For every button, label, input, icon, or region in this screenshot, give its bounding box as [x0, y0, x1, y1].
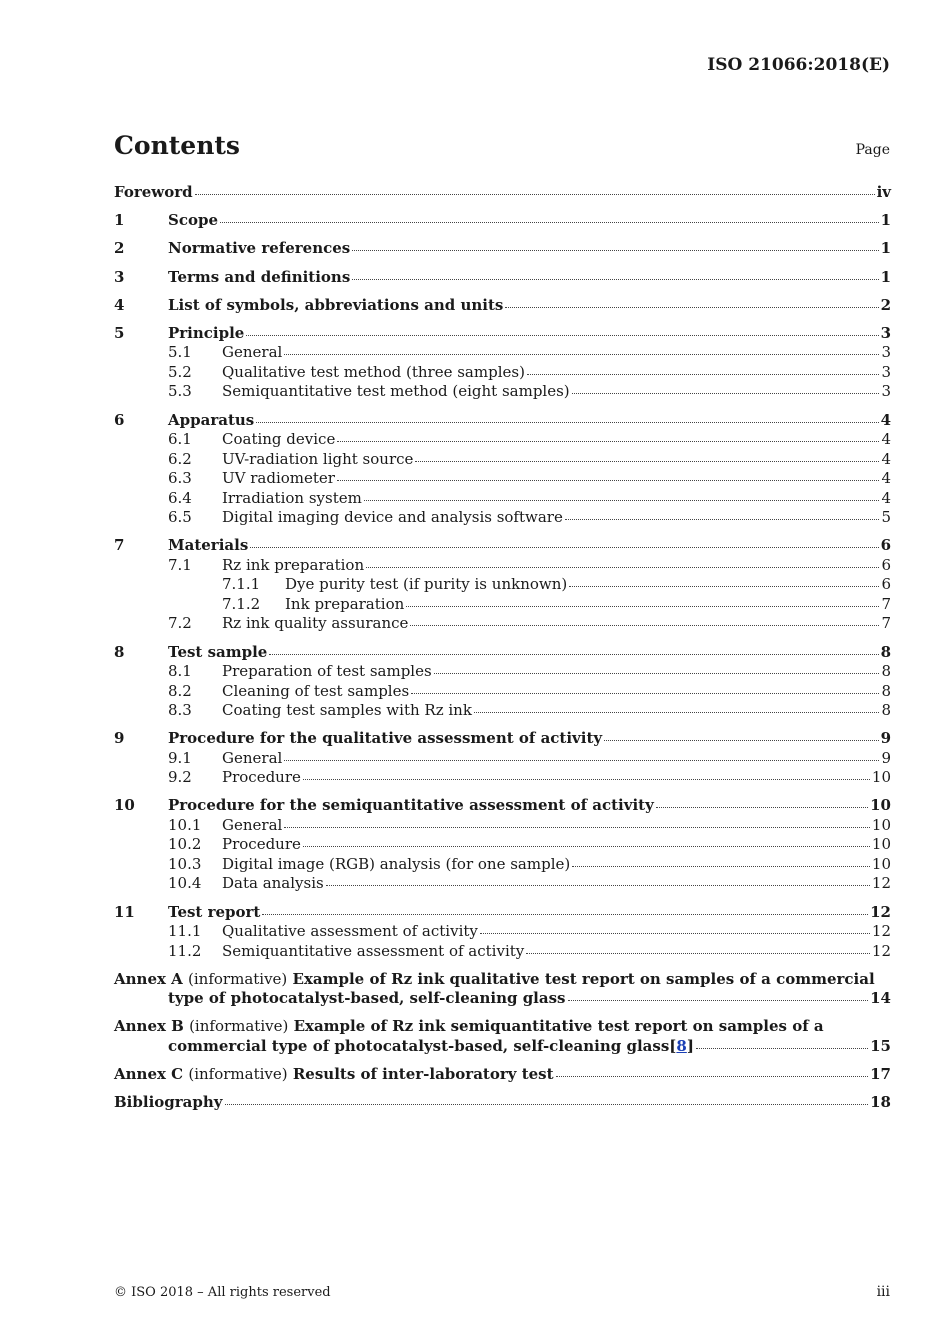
toc-entry-number: 5.1 [168, 343, 192, 362]
dot-leader [364, 499, 880, 501]
toc-entry[interactable] [114, 382, 891, 402]
dot-leader [256, 421, 878, 423]
annex-b-title-line2: commercial type of photocatalyst-based, self-cleaning glass [168, 1036, 670, 1055]
toc-entry-title: Procedure [222, 835, 301, 854]
dot-leader [284, 353, 879, 355]
annex-c-title: Results of inter-laboratory test [292, 1065, 554, 1084]
toc-entry[interactable] [114, 682, 891, 702]
annex-a-kind: (informative) [188, 969, 288, 988]
dot-leader [262, 913, 868, 915]
toc-entry-number: 8 [114, 642, 125, 661]
toc-entry[interactable] [114, 239, 891, 259]
toc-entry-number: 10 [114, 796, 135, 815]
toc-entry-number: 10.1 [168, 815, 202, 834]
toc-entry-number: 8.3 [168, 701, 192, 719]
toc-entry-page: 10 [871, 768, 891, 787]
toc-entry[interactable] [114, 411, 891, 431]
toc-entry[interactable] [114, 556, 891, 576]
toc-entry[interactable] [114, 536, 891, 556]
toc-entry-number: 11.1 [168, 922, 202, 941]
toc-entry-title: Digital imaging device and analysis software [222, 508, 563, 527]
toc-entry-page: 1 [880, 239, 891, 258]
annex-a-page: 14 [870, 989, 891, 1008]
page-column-label: Page [855, 142, 890, 158]
dot-leader [410, 624, 879, 626]
toc-entry[interactable] [114, 643, 891, 663]
toc-entry-title: Dye purity test (if purity is unknown) [285, 575, 568, 594]
dot-leader [572, 865, 870, 867]
footer-copyright: © ISO 2018 – All rights reserved [114, 1285, 331, 1300]
annex-b-title-line1: Example of Rz ink semiquantitative test report on samples of a [293, 1017, 824, 1036]
toc-entry-page: 4 [881, 430, 891, 449]
dot-leader [415, 460, 879, 462]
toc-entry-number: 7.1.1 [222, 575, 261, 594]
toc-entry-page: 9 [880, 729, 891, 748]
toc-entry-page: 1 [880, 267, 891, 286]
dot-leader [505, 306, 878, 308]
toc-entry-page: 8 [881, 681, 891, 700]
toc-entry-page: 1 [880, 211, 891, 230]
toc-entry-page: 3 [881, 362, 891, 381]
dot-leader [696, 1047, 868, 1049]
toc-entry-number: 1 [114, 211, 125, 230]
annex-a-title-line1: Example of Rz ink qualitative test report on samples of a commercial [292, 969, 875, 988]
toc-entry-number: 10.3 [168, 854, 202, 873]
dot-leader [604, 739, 878, 741]
toc-entry-title: Principle [168, 323, 245, 342]
toc-entry-number: 7.2 [168, 614, 192, 633]
toc-entry[interactable] [114, 268, 891, 288]
toc-entry-number: 3 [114, 267, 125, 286]
toc-entry-number: 10.4 [168, 874, 202, 893]
toc-entry[interactable] [114, 211, 891, 231]
toc-entry-title: Preparation of test samples [222, 662, 432, 680]
toc-entry[interactable] [114, 595, 891, 615]
toc-entry-number: 7.1 [168, 555, 192, 574]
toc-entry-number: 2 [114, 239, 125, 258]
toc-entry-title: Qualitative test method (three samples) [222, 362, 525, 381]
dot-leader [565, 518, 880, 520]
annex-b-page: 15 [870, 1036, 891, 1055]
toc-entry-number: 11 [114, 902, 135, 921]
toc-entry-title: Normative references [168, 239, 351, 258]
toc-entry[interactable] [114, 489, 891, 509]
toc-entry-title: Digital image (RGB) analysis (for one sample) [222, 854, 571, 873]
toc-entry-number: 6 [114, 410, 125, 429]
toc-entry[interactable] [114, 183, 891, 203]
dot-leader [220, 221, 879, 223]
toc-entry-page: 9 [881, 748, 891, 767]
dot-leader [284, 826, 870, 828]
toc-entry-number: 6.4 [168, 488, 192, 507]
annex-a-label: Annex A [114, 969, 183, 988]
toc-entry-number: 10.2 [168, 835, 202, 854]
toc-entry-title: Rz ink preparation [222, 555, 365, 574]
toc-entry-number: 9.1 [168, 748, 192, 767]
dot-leader [352, 278, 878, 280]
toc-entry-page: 4 [881, 488, 891, 507]
toc-entry-title: Qualitative assessment of activity [222, 922, 478, 941]
toc-entry-number: 9.2 [168, 768, 192, 787]
toc-entry-title: Procedure [222, 768, 301, 787]
ref-bracket-open: [ [669, 1036, 677, 1055]
toc-entry-number: 4 [114, 295, 125, 314]
toc-entry-page: 4 [881, 449, 891, 468]
toc-entry-number: 5.2 [168, 362, 192, 381]
toc-entry[interactable] [114, 749, 891, 769]
toc-entry-title: Procedure for the semiquantitative assessment of activity [168, 796, 654, 815]
toc-entry-title: List of symbols, abbreviations and units [168, 295, 504, 314]
toc-entry[interactable] [114, 922, 891, 942]
dot-leader [406, 605, 879, 607]
toc-entry-page: 4 [881, 469, 891, 488]
toc-entry[interactable] [114, 903, 891, 923]
toc-entry-title: Data analysis [222, 874, 324, 893]
toc-entry-title: Apparatus [168, 410, 255, 429]
toc-entry-page: 12 [871, 941, 891, 960]
dot-leader [434, 672, 880, 674]
toc-entry-number: 8.2 [168, 681, 192, 700]
toc-entry[interactable] [114, 796, 891, 816]
toc-entry[interactable] [114, 729, 891, 749]
annex-c-label: Annex C [114, 1065, 184, 1084]
toc-entry-title: Semiquantitative test method (eight samples) [222, 382, 570, 401]
toc-entry-number: 11.2 [168, 941, 202, 960]
toc-entry[interactable] [114, 942, 891, 962]
dot-leader [195, 193, 875, 195]
toc-entry-page: 6 [881, 575, 891, 594]
annex-b-kind: (informative) [189, 1017, 289, 1036]
toc-entry-number: 9 [114, 729, 125, 748]
toc-entry-page: 8 [881, 662, 891, 680]
toc-entry-title: Materials [168, 536, 249, 555]
dot-leader [246, 334, 878, 336]
dot-leader [366, 566, 879, 568]
toc-entry-number: 6.3 [168, 469, 192, 488]
toc-entry[interactable] [114, 450, 891, 470]
toc-entry-annex-b[interactable] [114, 1017, 891, 1056]
toc-entry-annex-c[interactable] [114, 1065, 891, 1085]
toc-entry-page: 3 [881, 382, 891, 401]
toc-entry-title: Rz ink quality assurance [222, 614, 409, 633]
bibliography-page: 18 [870, 1093, 891, 1112]
toc-entry[interactable] [114, 324, 891, 344]
toc-entry-page: 8 [880, 642, 891, 661]
bibliography-title: Bibliography [114, 1093, 223, 1112]
toc-entry-title: UV-radiation light source [222, 449, 414, 468]
toc-entry[interactable] [114, 701, 891, 721]
toc-entry-page: 2 [880, 295, 891, 314]
toc-entry-bibliography[interactable] [114, 1093, 891, 1113]
toc-entry[interactable] [114, 469, 891, 489]
dot-leader [303, 845, 870, 847]
toc-entry-title: UV radiometer [222, 469, 335, 488]
toc-entry-page: 6 [880, 536, 891, 555]
toc-entry-title: Semiquantitative assessment of activity [222, 941, 525, 960]
dot-leader [337, 479, 879, 481]
dot-leader [569, 585, 879, 587]
toc-entry-page: 12 [871, 922, 891, 941]
toc-entry[interactable] [114, 296, 891, 316]
contents-heading: Contents [114, 131, 241, 160]
toc-entry-page: 3 [881, 343, 891, 362]
annex-a-title-line2: type of photocatalyst-based, self-cleaning glass [168, 989, 566, 1008]
toc-entry-title: Procedure for the qualitative assessment of activity [168, 729, 603, 748]
dot-leader [556, 1075, 869, 1077]
toc-entry-title: Irradiation system [222, 488, 362, 507]
toc-entry[interactable] [114, 614, 891, 634]
toc-entry-page: 8 [881, 701, 891, 719]
toc-entry-number: 5 [114, 323, 125, 342]
dot-leader [337, 440, 879, 442]
toc-entry[interactable] [114, 855, 891, 875]
dot-leader [303, 778, 870, 780]
toc-entry-title: Coating test samples with Rz ink [222, 701, 472, 719]
toc-entry-number: 7 [114, 536, 125, 555]
toc-entry-page: 10 [871, 854, 891, 873]
toc-entry-title: Cleaning of test samples [222, 681, 410, 700]
dot-leader [656, 806, 868, 808]
toc-entry-page: iv [876, 183, 891, 201]
dot-leader [352, 249, 878, 251]
toc-entry-annex-a[interactable] [114, 970, 891, 1009]
toc-entry[interactable] [114, 835, 891, 855]
toc-entry-title: Test report [168, 902, 261, 921]
annex-b-label: Annex B [114, 1017, 184, 1036]
dot-leader [326, 884, 870, 886]
dot-leader [474, 711, 880, 713]
toc-entry[interactable] [114, 575, 891, 595]
annex-c-kind: (informative) [188, 1065, 288, 1084]
dot-leader [527, 373, 880, 375]
toc-entry-page: 10 [871, 835, 891, 854]
toc-entry-page: 12 [871, 874, 891, 893]
dot-leader [526, 952, 870, 954]
footer-page-number: iii [876, 1284, 890, 1300]
standard-id: ISO 21066:2018(E) [707, 55, 890, 75]
toc-entry-number: 6.2 [168, 449, 192, 468]
dot-leader [568, 999, 869, 1001]
dot-leader [480, 932, 870, 934]
toc-entry-page: 3 [880, 323, 891, 342]
toc-entry-page: 12 [870, 902, 891, 921]
bibliography-reference-link[interactable]: 8 [676, 1036, 687, 1055]
toc-entry[interactable] [114, 343, 891, 363]
dot-leader [250, 546, 878, 548]
toc-entry-page: 7 [881, 594, 891, 613]
toc-entry-page: 4 [880, 410, 891, 429]
toc-entry-title: Ink preparation [285, 594, 405, 613]
toc-entry-title: General [222, 815, 283, 834]
toc-entry-title: Scope [168, 211, 219, 230]
toc-entry[interactable] [114, 662, 891, 682]
toc-entry[interactable] [114, 430, 891, 450]
toc-entry-number: 6.1 [168, 430, 192, 449]
toc-entry-title: Foreword [114, 183, 193, 201]
toc-entry[interactable] [114, 816, 891, 836]
toc-entry-number: 5.3 [168, 382, 192, 401]
annex-c-page: 17 [870, 1065, 891, 1084]
toc-entry[interactable] [114, 508, 891, 528]
dot-leader [269, 653, 878, 655]
toc-entry-page: 10 [871, 815, 891, 834]
dot-leader [572, 392, 880, 394]
toc-entry[interactable] [114, 363, 891, 383]
ref-bracket-close: ] [686, 1036, 694, 1055]
toc-entry-number: 6.5 [168, 508, 192, 527]
toc-entry-title: Test sample [168, 642, 268, 661]
toc-entry[interactable] [114, 874, 891, 894]
toc-entry-number: 7.1.2 [222, 594, 261, 613]
toc-entry-page: 10 [870, 796, 891, 815]
dot-leader [225, 1103, 869, 1105]
dot-leader [284, 759, 879, 761]
toc-entry-title: General [222, 343, 283, 362]
dot-leader [411, 692, 879, 694]
toc-entry-page: 7 [881, 614, 891, 633]
toc-entry-number: 8.1 [168, 662, 192, 680]
toc-entry-page: 5 [881, 508, 891, 527]
toc-entry[interactable] [114, 768, 891, 788]
toc-entry-title: Terms and definitions [168, 267, 351, 286]
toc-entry-title: General [222, 748, 283, 767]
table-of-contents [114, 183, 891, 1113]
toc-entry-page: 6 [881, 555, 891, 574]
toc-entry-title: Coating device [222, 430, 336, 449]
